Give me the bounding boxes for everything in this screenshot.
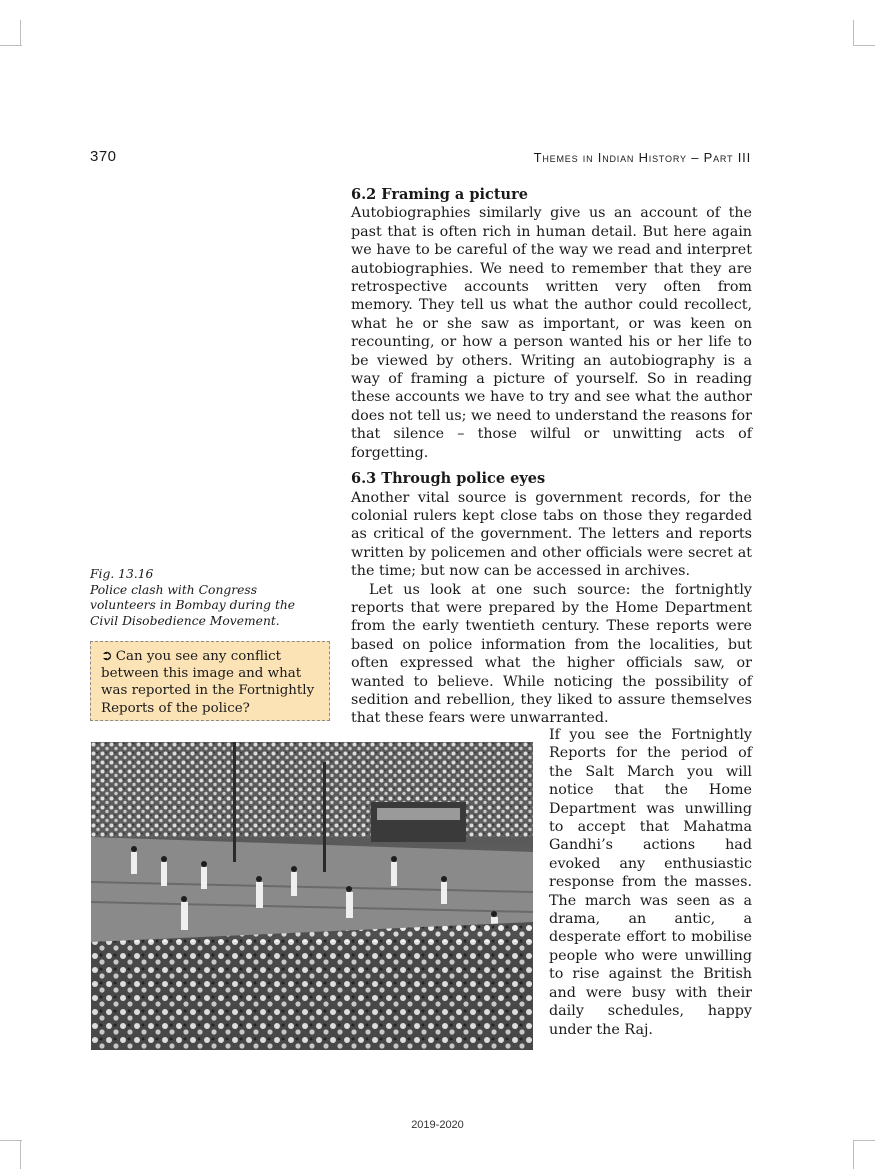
crop-mark xyxy=(0,45,22,46)
question-box xyxy=(90,641,330,721)
paragraph: Let us look at one such source: the fortnightly reports that were prepared by the Home Department from the early twentieth century. These reports were based on police information from the localities, but often expressed what the higher officials saw, or wanted to believe. While noticing the possibility of sedition and rebellion, they liked to assure themselves that these fears were unwarranted. xyxy=(351,581,752,727)
figure-label: Fig. 13.16 xyxy=(90,567,154,581)
figure-caption xyxy=(90,567,320,629)
crop-mark xyxy=(20,1140,21,1169)
section-heading: 6.3 Through police eyes xyxy=(351,470,546,488)
question-text: Can you see any conflict between this image and what was reported in the Fortnightly Reports of the police? xyxy=(101,649,315,716)
paragraph: If you see the Fortnightly Reports for the period of the Salt March you will notice that the Home Department was unwilling to accept that Mahatma Gandhi’s actions had evoked any enthusiastic response from the masses. The march was seen as a drama, an antic, a desperate effort to mobilise people who were unwilling to rise against the British and were busy with their daily schedules, happy under the Raj. xyxy=(549,727,752,1038)
crowd-photo xyxy=(91,742,533,1050)
section-heading: 6.2 Framing a picture xyxy=(351,186,528,203)
running-head: Themes in Indian History – Part III xyxy=(533,150,751,165)
crop-mark xyxy=(853,45,875,46)
page-number: 370 xyxy=(90,148,117,165)
crop-mark xyxy=(20,20,21,46)
crop-mark xyxy=(853,1140,854,1169)
crop-mark xyxy=(853,1140,875,1141)
paragraph: Another vital source is government records, for the colonial rulers kept close tabs on those they regarded as critical of the government. The letters and reports written by policemen and other officials were secret at the time; but now can be accessed in archives. xyxy=(351,489,752,580)
arrow-icon: ➲ xyxy=(101,648,113,664)
wrapped-text-column xyxy=(549,726,752,1039)
paragraph: Autobiographies similarly give us an account of the past that is often rich in human detail. But here again we have to be careful of the way we read and interpret autobiographies. We need to remember that they are retrospective accounts written very often from memory. They tell us what the author could recollect, what he or she saw as important, or was keen on recounting, or how a person wanted his or her life to be viewed by others. Writing an autobiography is a way of framing a picture of yourself. So in reading these accounts we have to try and see what the author does not tell us; we need to understand the reasons for that silence – those wilful or unwitting acts of forgetting. xyxy=(351,205,752,461)
main-text-column xyxy=(351,186,752,728)
figure-caption-text: Police clash with Congress volunteers in Bombay during the Civil Disobedience Movement. xyxy=(90,582,296,628)
footer-year: 2019-2020 xyxy=(411,1119,464,1131)
crop-mark xyxy=(0,1140,22,1141)
crop-mark xyxy=(853,20,854,46)
